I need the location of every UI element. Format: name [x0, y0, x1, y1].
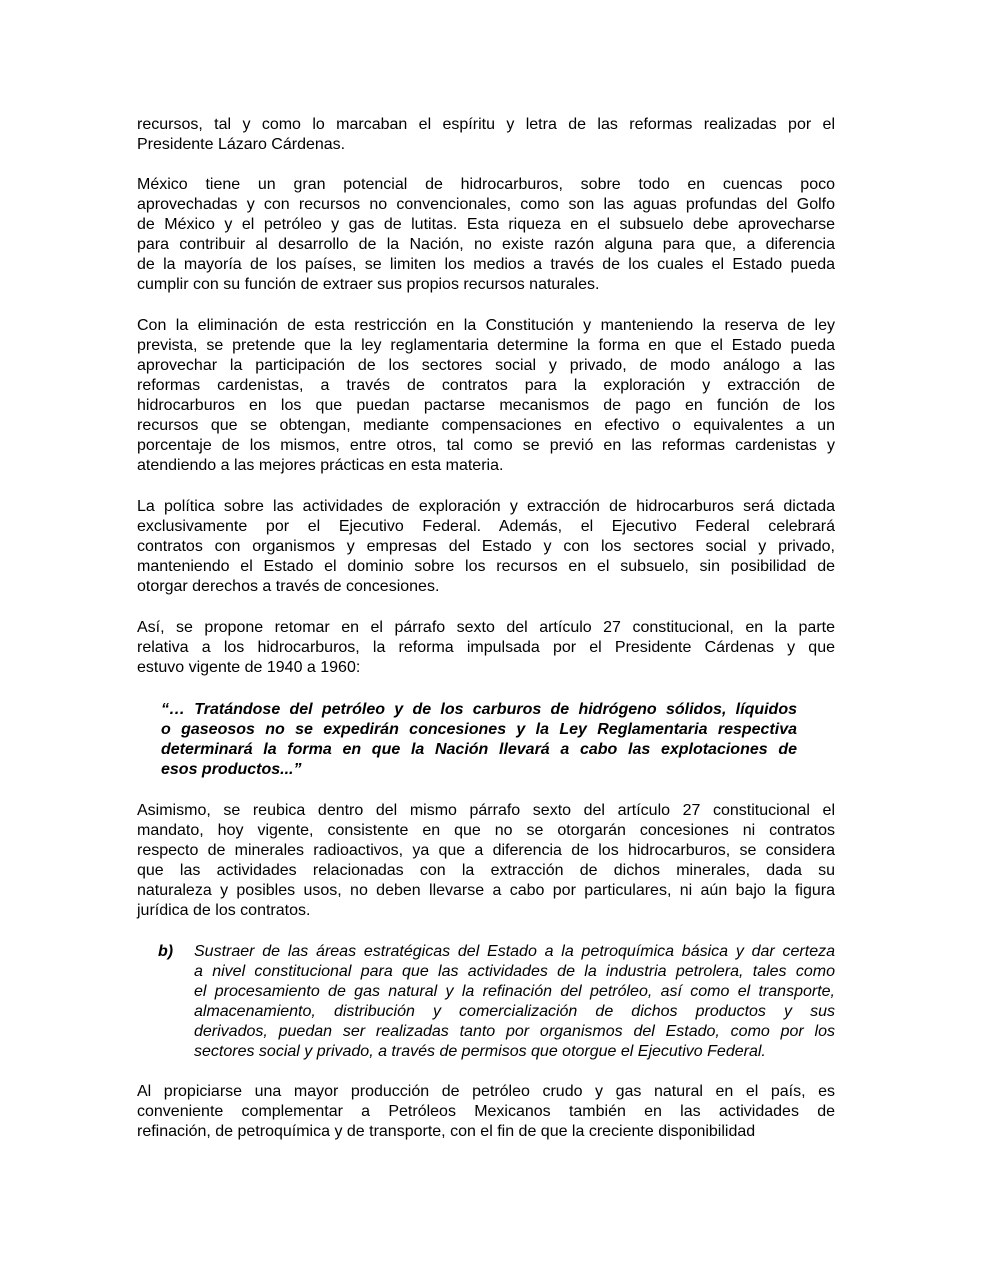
text-line: prevista, se pretende que la ley reglamentaria determine la forma en que el Estado pueda [137, 337, 835, 354]
paragraph-5 [137, 618, 835, 678]
text-line: reformas cardenistas, a través de contratos para la exploración y extracción de [137, 377, 835, 394]
text-line: jurídica de los contratos. [137, 902, 311, 919]
text-line: Así, se propone retomar en el párrafo sexto del artículo 27 constitucional, en la parte [137, 619, 835, 636]
text-line: esos productos...” [161, 761, 302, 778]
block-quote [161, 700, 797, 780]
paragraph-6 [137, 801, 835, 921]
list-item-b [158, 942, 835, 1062]
text-line: aprovechadas y con recursos no convencionales, como son las aguas profundas del Golfo [137, 196, 835, 213]
text-line: determinará la forma en que la Nación llevará a cabo las explotaciones de [161, 741, 797, 758]
text-line: de México y el petróleo y gas de lutitas. Esta riqueza en el subsuelo debe aprovecharse [137, 216, 835, 233]
paragraph-1 [137, 115, 835, 155]
text-line: respecto de minerales radioactivos, ya que a diferencia de los hidrocarburos, se considera [137, 842, 835, 859]
text-line: sectores social y privado, a través de permisos que otorgue el Ejecutivo Federal. [194, 1043, 766, 1060]
text-line: recursos, tal y como lo marcaban el espíritu y letra de las reformas realizadas por el [137, 116, 835, 133]
text-line: hidrocarburos en los que puedan pactarse mecanismos de pago en función de los [137, 397, 835, 414]
text-line: Al propiciarse una mayor producción de petróleo crudo y gas natural en el país, es [137, 1083, 835, 1100]
text-line: relativa a los hidrocarburos, la reforma impulsada por el Presidente Cárdenas y que [137, 639, 835, 656]
text-line: conveniente complementar a Petróleos Mexicanos también en las actividades de [137, 1103, 835, 1120]
text-line: otorgar derechos a través de concesiones. [137, 578, 440, 595]
text-line: derivados, puedan ser realizadas tanto por organismos del Estado, como por los [194, 1023, 835, 1040]
paragraph-2 [137, 175, 835, 295]
text-line: manteniendo el Estado el dominio sobre los recursos en el subsuelo, sin posibilidad de [137, 558, 835, 575]
text-line: México tiene un gran potencial de hidrocarburos, sobre todo en cuencas poco [137, 176, 835, 193]
text-line: o gaseosos no se expedirán concesiones y la Ley Reglamentaria respectiva [161, 721, 797, 738]
text-line: Asimismo, se reubica dentro del mismo párrafo sexto del artículo 27 constitucional el [137, 802, 835, 819]
text-line: naturaleza y posibles usos, no deben llevarse a cabo por particulares, ni aún bajo la figura [137, 882, 835, 899]
text-line: exclusivamente por el Ejecutivo Federal. Además, el Ejecutivo Federal celebrará [137, 518, 835, 535]
text-line: almacenamiento, distribución y comercialización de dichos productos y sus [194, 1003, 835, 1020]
text-line: porcentaje de los mismos, entre otros, tal como se previó en las reformas cardenistas y [137, 437, 835, 454]
text-line: recursos que se obtengan, mediante compensaciones en efectivo o equivalentes a un [137, 417, 835, 434]
paragraph-7 [137, 1082, 835, 1142]
text-line: aprovechar la participación de los sectores social y privado, de modo análogo a las [137, 357, 835, 374]
text-line: contratos con organismos y empresas del Estado y con los sectores social y privado, [137, 538, 835, 555]
text-line: atendiendo a las mejores prácticas en esta materia. [137, 457, 504, 474]
text-line: estuvo vigente de 1940 a 1960: [137, 659, 361, 676]
text-line: a nivel constitucional para que las actividades de la industria petrolera, tales como [194, 963, 835, 980]
paragraph-3 [137, 316, 835, 476]
text-line: el procesamiento de gas natural y la refinación del petróleo, así como el transporte, [194, 983, 835, 1000]
text-line: La política sobre las actividades de exploración y extracción de hidrocarburos será dictada [137, 498, 835, 515]
text-line: refinación, de petroquímica y de transporte, con el fin de que la creciente disponibilidad [137, 1123, 756, 1140]
text-line: Con la eliminación de esta restricción en la Constitución y manteniendo la reserva de ley [137, 317, 835, 334]
text-line: de la mayoría de los países, se limiten los medios a través de los cuales el Estado pueda [137, 256, 835, 273]
text-line: “… Tratándose del petróleo y de los carburos de hidrógeno sólidos, líquidos [161, 701, 797, 718]
list-item-label: b) [158, 943, 174, 960]
paragraph-4 [137, 497, 835, 597]
text-line: Presidente Lázaro Cárdenas. [137, 136, 346, 153]
text-line: mandato, hoy vigente, consistente en que no se otorgarán concesiones ni contratos [137, 822, 835, 839]
text-line: para contribuir al desarrollo de la Nación, no existe razón alguna para que, a diferencia [137, 236, 835, 253]
text-line: cumplir con su función de extraer sus propios recursos naturales. [137, 276, 600, 293]
text-line: que las actividades relacionadas con la extracción de dichos minerales, dada su [137, 862, 835, 879]
text-line: Sustraer de las áreas estratégicas del Estado a la petroquímica básica y dar certeza [194, 943, 835, 960]
